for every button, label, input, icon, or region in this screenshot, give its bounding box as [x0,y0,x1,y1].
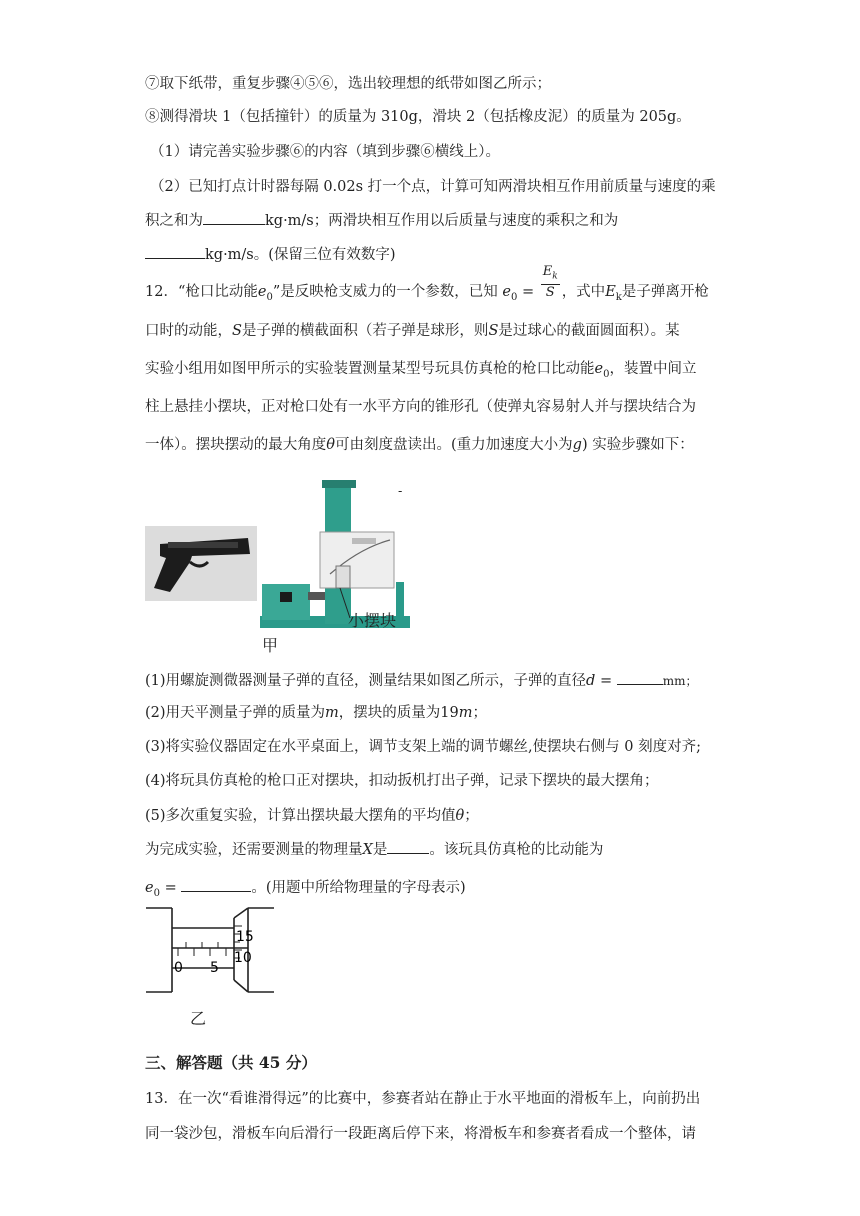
symbol-e0-subscript: 0 [153,887,160,899]
q12-text: (1)用螺旋测微器测量子弹的直径，测量结果如图乙所示，子弹的直径 [145,673,587,689]
q12-step-7 [145,877,466,904]
question-12-line-3: 实验小组用如图甲所示的实验装置测量某型号玩具仿真枪的枪口比动能$e_0$，装置中间立 [145,361,697,380]
support-leg [396,582,404,618]
q12-step-6 [145,839,603,860]
formula-e0-subscript: 0 [510,291,518,303]
question-11-part-2-line-3 [145,244,396,265]
q11-text-c: kg·m/s。(保留三位有效数字) [205,247,396,263]
q12-text: ”是反映枪支威力的一个参数，已知 [272,284,498,300]
label-small-block: 小摆块 [348,611,397,630]
equals: = [159,880,182,896]
question-12-line-4: 柱上悬挂小摆块，正对枪口处有一水平方向的锥形孔（使弹丸容易射人并与摆块结合为 [145,399,696,415]
answer-blank-momentum-after[interactable] [145,244,205,259]
q12-text: 是过球心的截面圆面积）。某 [498,323,680,339]
answer-blank-e0-expression[interactable] [181,877,251,892]
fraction-numerator [541,264,560,286]
question-12-line-1: 12．“枪口比动能$e_0$”是反映枪支威力的一个参数，已知 $e_0$ = $\frac{E_k}{S}$ ，式中$E_k$是子弹离开枪 [145,263,709,303]
figure-jia-apparatus [140,466,440,666]
question-11-part-1: （1）请完善实验步骤⑥的内容（填到步骤⑥横线上）。 [150,144,500,160]
symbol-e0: e [594,361,604,377]
step-8-text: ⑧测得滑块 1（包括撞针）的质量为 310g，滑块 2（包括橡皮泥）的质量为 205g。 [145,109,691,125]
main-scale-ticks [178,942,226,956]
q12-text: 。该玩具仿真枪的比动能为 [429,842,604,858]
q12-text: (5)多次重复实验，计算出摆块最大摆角的平均值 [145,808,456,824]
tick-label-15: 15 [236,929,254,945]
q11-text-b: kg·m/s；两滑块相互作用以后质量与速度的乘积之和为 [265,213,619,229]
q12-text: ； [464,808,479,824]
symbol-e0-subscript: 0 [603,368,610,380]
tick-label-0: 0 [174,960,183,976]
stray-dash: - [398,484,403,498]
question-13-line-1: 13．在一次“看谁滑得远”的比赛中，参赛者站在静止于水平地面的滑板车上，向前扔出 [145,1091,701,1107]
section-heading: 三、解答题（共 45 分） [145,1053,317,1072]
symbol-e0-subscript: 0 [266,291,273,303]
q12-step-5 [145,806,479,826]
step-7-text: ⑦取下纸带，重复步骤④⑤⑥，选出较理想的纸带如图乙所示； [145,76,551,92]
q12-text: (2)用天平测量子弹的质量为 [145,705,326,721]
fraction-denominator: S [545,285,555,301]
figure-jia-caption: 甲 [262,636,279,655]
q12-text: 是子弹的横截面积（若子弹是球形，则 [241,323,489,339]
formula-e0: e [502,284,511,300]
symbol-g: g [572,437,582,453]
q12-text: 一体）。摆块摆动的最大角度 [145,437,327,453]
q12-step-4: (4)将玩具仿真枪的枪口正对摆块，扣动扳机打出子弹，记录下摆块的最大摆角； [145,773,659,789]
symbol-theta: θ [455,808,465,824]
symbol-X: X [362,842,373,858]
formula-fraction [541,264,560,301]
numerator-sub: k [552,271,558,282]
q12-text: ； [472,705,487,721]
q12-text: ，摆块的质量为19 [338,705,459,721]
q11-text-a: 积之和为 [145,213,203,229]
scale-label-plate [352,538,376,544]
q12-text: 可由刻度盘读出。(重力加速度大小为 [334,437,573,453]
q12-step-1 [145,670,697,691]
answer-blank-diameter[interactable] [617,670,663,685]
unit-mm: mm； [662,674,698,688]
q12-text: 口时的动能， [145,323,232,339]
tick-label-5: 5 [210,960,219,976]
q12-text: ) 实验步骤如下： [581,437,694,453]
symbol-S: S [232,323,242,339]
figure-yi-caption: 乙 [190,1009,207,1028]
q12-text: 为完成实验，还需要测量的物理量 [145,842,363,858]
symbol-Ek: E [605,284,616,300]
figure-yi-micrometer [142,904,282,996]
mount-screw [280,592,292,602]
numerator-E: E [542,263,553,279]
answer-blank-momentum-before[interactable] [203,210,265,225]
question-12-line-5 [145,435,694,455]
q12-text: 12．“枪口比动能 [145,284,258,300]
symbol-e0: e [257,284,267,300]
symbol-m: m [325,705,339,721]
small-pendulum-block [336,566,350,588]
q12-step-3: (3)将实验仪器固定在水平桌面上，调节支架上端的调节螺丝,使摆块右侧与 0 刻度对齐; [145,739,701,755]
question-12-line-2 [145,321,680,341]
q12-text: 实验小组用如图甲所示的实验装置测量某型号玩具仿真枪的枪口比动能 [145,361,595,377]
symbol-d: d [586,673,596,689]
q12-text: ，式中 [561,284,606,300]
q12-text: 。(用题中所给物理量的字母表示) [251,880,466,896]
equals: = [595,673,617,689]
tick-label-10: 10 [234,950,252,966]
symbol-S: S [488,323,499,339]
answer-blank-quantity-X[interactable] [387,839,429,854]
question-11-part-2-line-2 [145,210,618,231]
q12-step-2 [145,703,487,723]
symbol-m: m [458,705,473,721]
symbol-Ek-subscript: k [615,291,622,303]
column-top [322,480,356,488]
symbol-e0: e [145,880,154,896]
q12-text: 是子弹离开枪 [621,284,709,300]
symbol-theta: θ [326,437,335,453]
q12-text: 是 [372,842,388,858]
question-11-part-2-line-1: （2）已知打点计时器每隔 0.02s 打一个点，计算可知两滑块相互作用前质量与速度的乘 [150,179,716,195]
question-13-line-2: 同一袋沙包，滑板车向后滑行一段距离后停下来，将滑板车和参赛者看成一个整体，请 [145,1126,696,1142]
